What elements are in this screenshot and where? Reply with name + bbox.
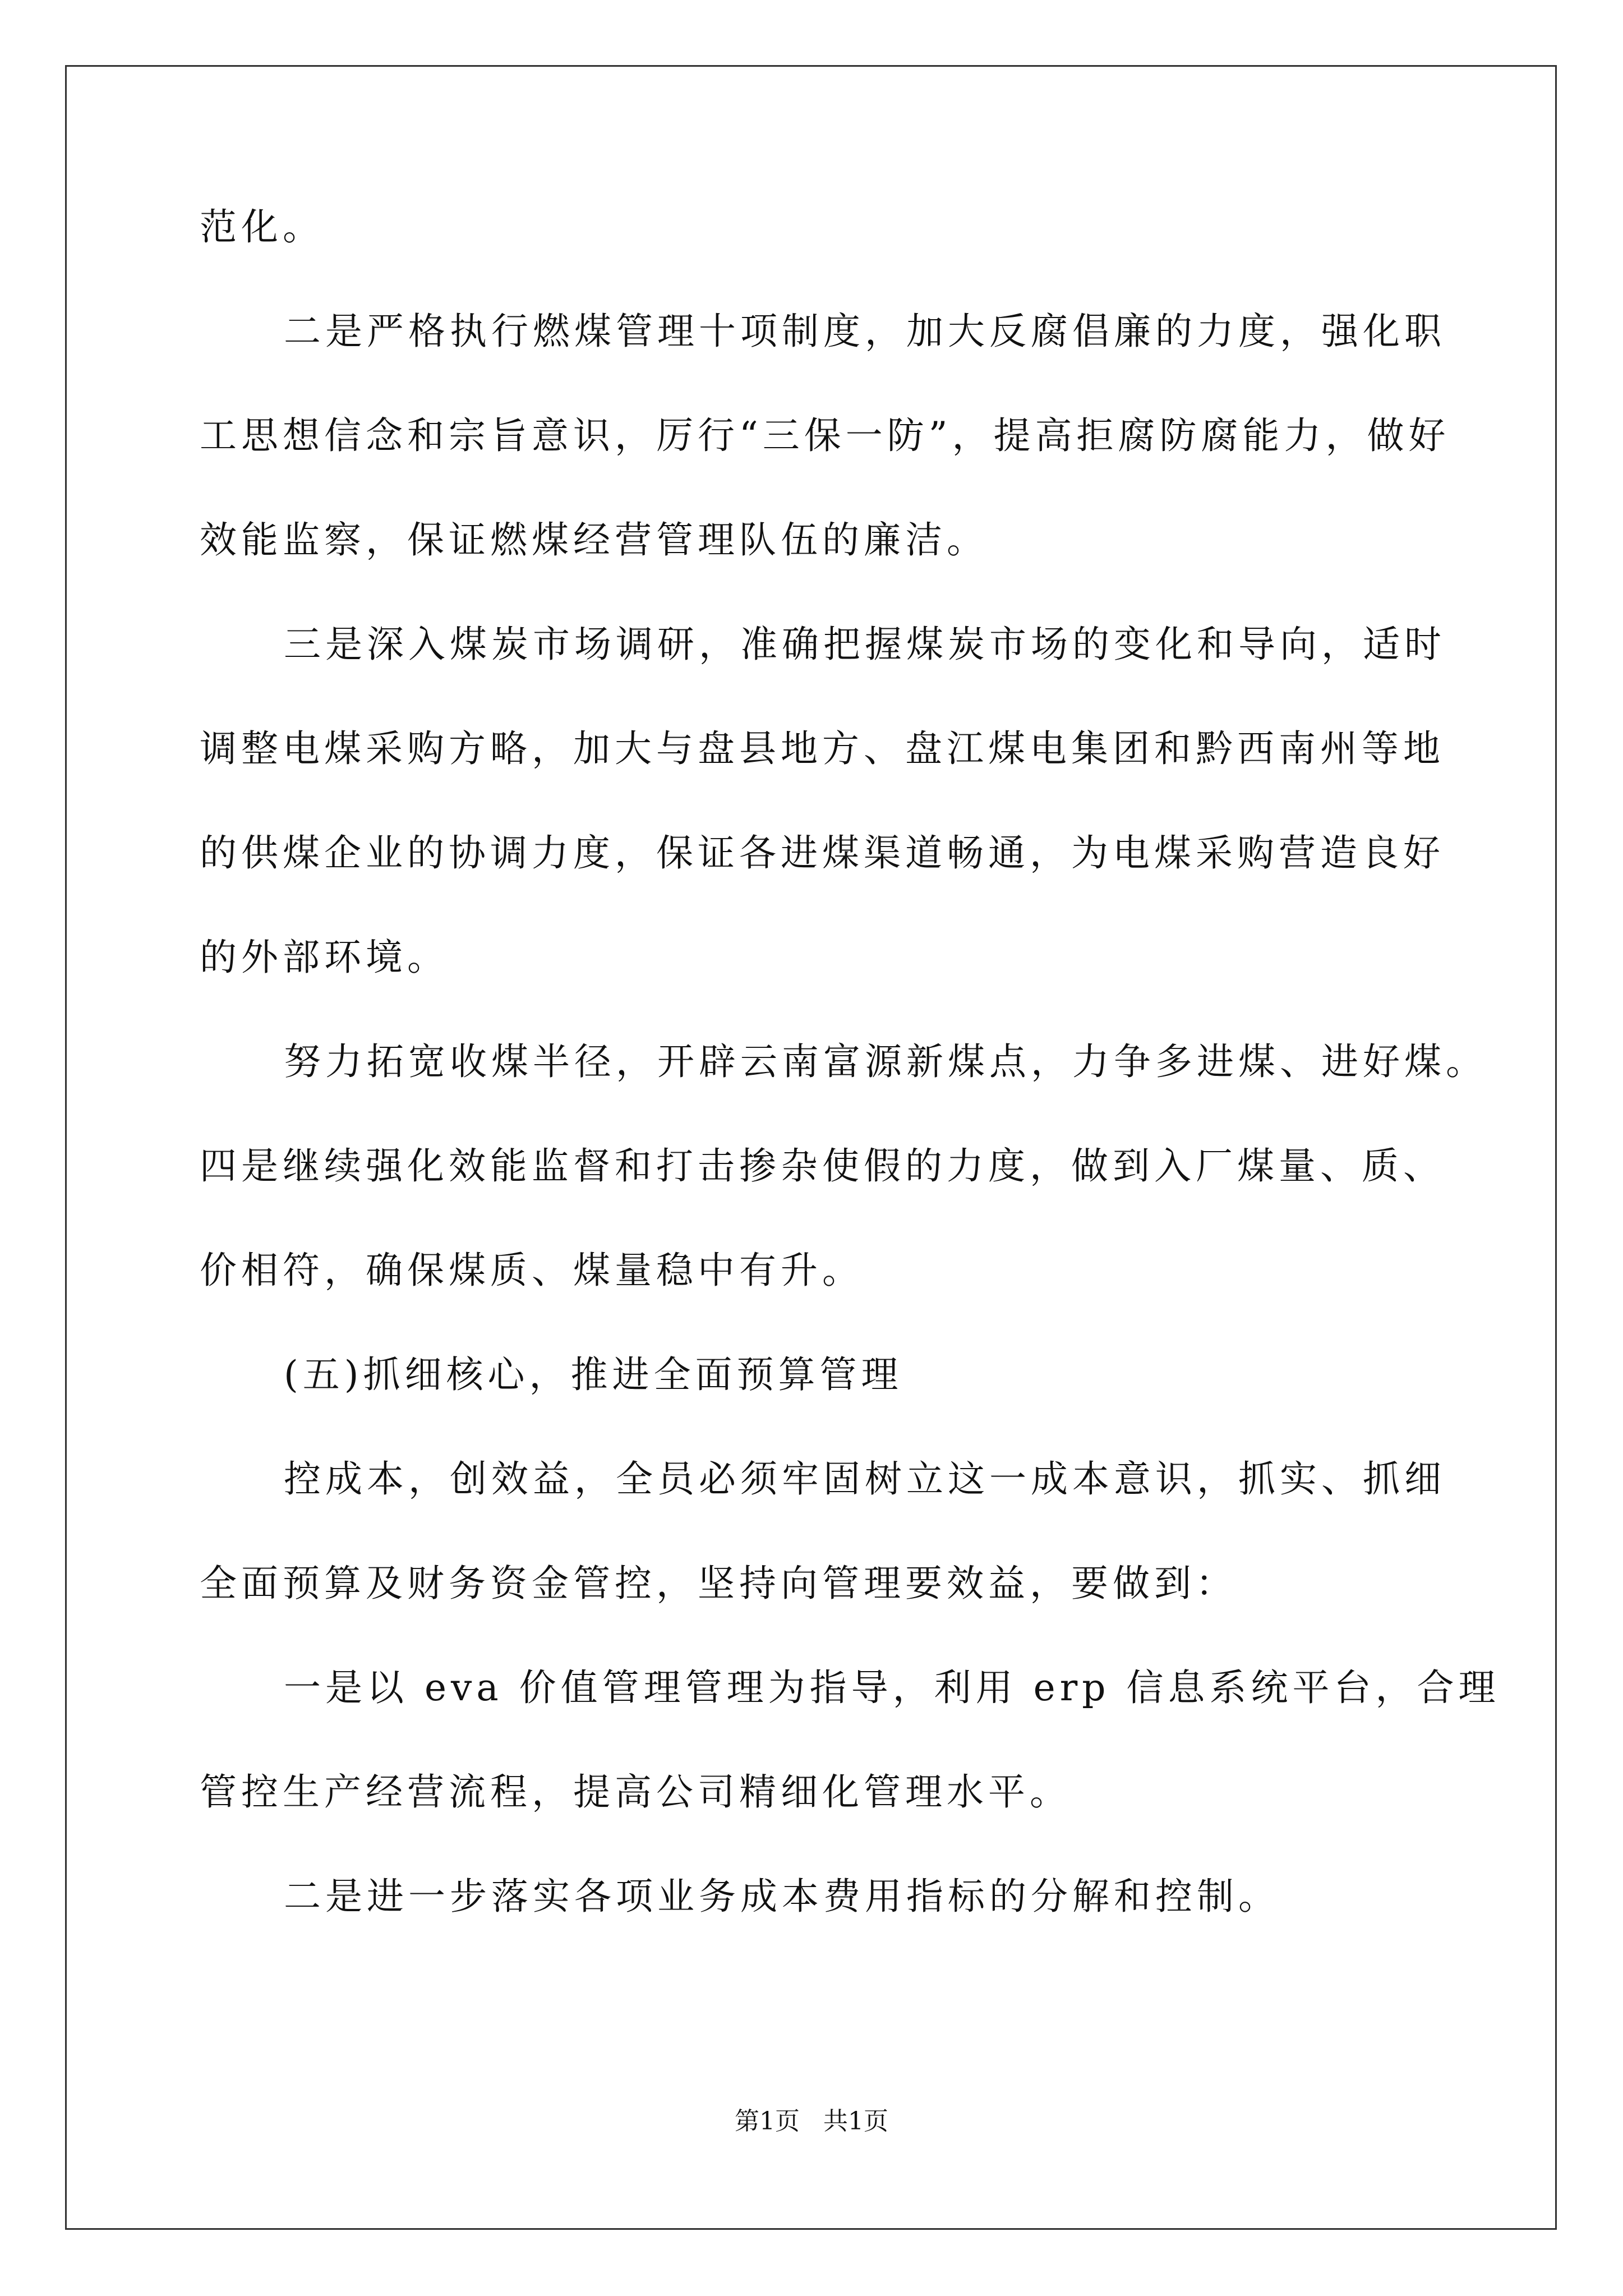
section-heading: (五)抓细核心，推进全面预算管理 [284, 1353, 903, 1396]
text-line: 四是继续强化效能监督和打击掺杂使假的力度，做到入厂煤量、质、 [200, 1144, 1445, 1188]
text-line: 控成本，创效益，全员必须牢固树立这一成本意识，抓实、抓细 [284, 1457, 1446, 1501]
text-line: 范化。 [200, 205, 324, 249]
page-number-footer: 第1页 共1页 [735, 2107, 888, 2136]
text-line: 工思想信念和宗旨意识，厉行“三保一防”，提高拒腐防腐能力，做好 [200, 414, 1450, 457]
text-line: 管控生产经营流程，提高公司精细化管理水平。 [200, 1770, 1071, 1814]
text-line: 的外部环境。 [200, 936, 449, 979]
text-line: 三是深入煤炭市场调研，准确把握煤炭市场的变化和导向，适时 [284, 623, 1446, 666]
text-line: 调整电煤采购方略，加大与盘县地方、盘江煤电集团和黔西南州等地 [200, 727, 1445, 770]
text-line: 二是严格执行燃煤管理十项制度，加大反腐倡廉的力度，强化职 [284, 310, 1446, 353]
text-line: 全面预算及财务资金管控，坚持向管理要效益，要做到： [200, 1562, 1237, 1605]
text-line: 努力拓宽收煤半径，开辟云南富源新煤点，力争多进煤、进好煤。 [284, 1040, 1487, 1083]
text-line: 一是以 eva 价值管理管理为指导，利用 erp 信息系统平台，合理 [284, 1666, 1500, 1709]
text-line: 二是进一步落实各项业务成本费用指标的分解和控制。 [284, 1875, 1280, 1918]
text-line: 效能监察，保证燃煤经营管理队伍的廉洁。 [200, 518, 988, 562]
text-line: 的供煤企业的协调力度，保证各进煤渠道畅通，为电煤采购营造良好 [200, 831, 1445, 875]
text-line: 价相符，确保煤质、煤量稳中有升。 [200, 1249, 864, 1292]
